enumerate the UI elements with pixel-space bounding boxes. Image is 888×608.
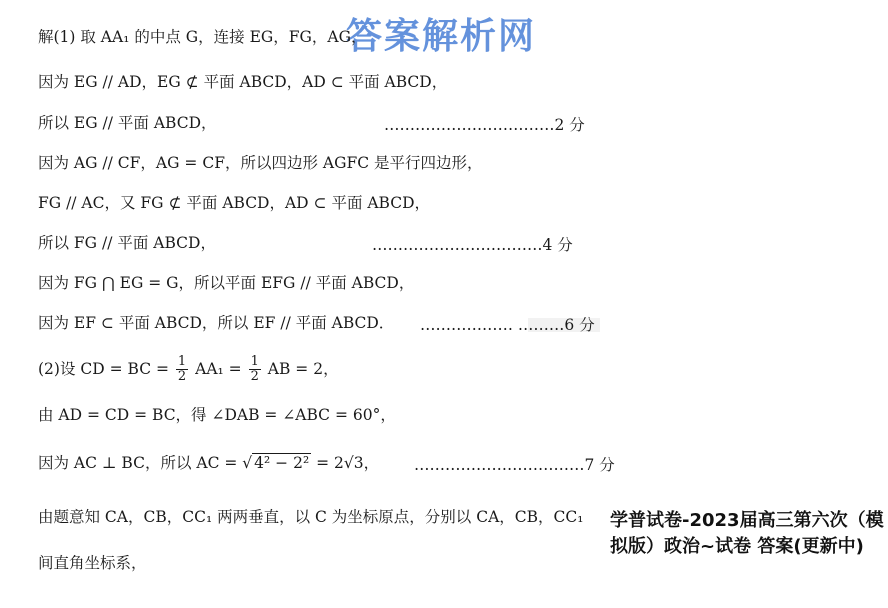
solution-line-12: 由题意知 CA，CB，CC₁ 两两垂直，以 C 为坐标原点，分别以 CA，CB，CC₁ [38,508,584,526]
score-mark-4: ……………………………4 分 [372,236,573,254]
part2-ab: AB = 2， [267,359,339,378]
score-mark-2: ……………………………2 分 [384,116,585,134]
solution-line-9 [38,355,339,385]
solution-line-2: 因为 EG // AD，EG ⊄ 平面 ABCD，AD ⊂ 平面 ABCD， [38,73,448,91]
ac-result: = 2√3， [316,454,380,472]
watermark-logo: 答案解析网 [346,16,537,57]
solution-line-7: 因为 FG ⋂ EG = G，所以平面 EFG // 平面 ABCD， [38,274,415,292]
solution-line-3: 所以 EG // 平面 ABCD， [38,114,217,132]
solution-line-8: 因为 EF ⊂ 平面 ABCD，所以 EF // 平面 ABCD． [38,314,395,332]
fraction-half-2 [249,355,261,385]
fraction-denominator: 2 [177,369,187,385]
fraction-denominator: 2 [250,369,259,385]
sqrt-radicand: 4² − 2² [254,454,310,472]
ac-perp-bc: 因为 AC ⊥ BC，所以 AC = [38,454,238,472]
solution-line-4: 因为 AG // CF，AG = CF，所以四边形 AGFC 是平行四边形， [38,154,483,172]
solution-line-13: 间直角坐标系， [38,554,147,572]
solution-line-11 [38,456,379,472]
solution-line-10: 由 AD = CD = BC，得 ∠DAB = ∠ABC = 60°， [38,406,396,424]
solution-line-6: 所以 FG // 平面 ABCD， [38,234,216,252]
sqrt-sign: √ [242,454,253,472]
score-mark-6: ……………… ………6 分 [420,316,595,334]
score-mark-7: ……………………………7 分 [414,456,615,474]
fraction-numerator: 1 [250,354,259,369]
exam-title-overlay: 学普试卷-2023届高三第六次（模拟版）政治~试卷 答案(更新中) [606,506,888,562]
fraction-half-1 [176,355,188,385]
solution-line-5: FG // AC，又 FG ⊄ 平面 ABCD，AD ⊂ 平面 ABCD， [38,194,431,212]
part2-setup: (2)设 CD = BC = [38,359,169,378]
part2-aa1: AA₁ = [195,359,242,378]
solution-line-1: 解(1) 取 AA₁ 的中点 G，连接 EG，FG，AG， [38,28,367,46]
fraction-numerator: 1 [177,354,187,369]
